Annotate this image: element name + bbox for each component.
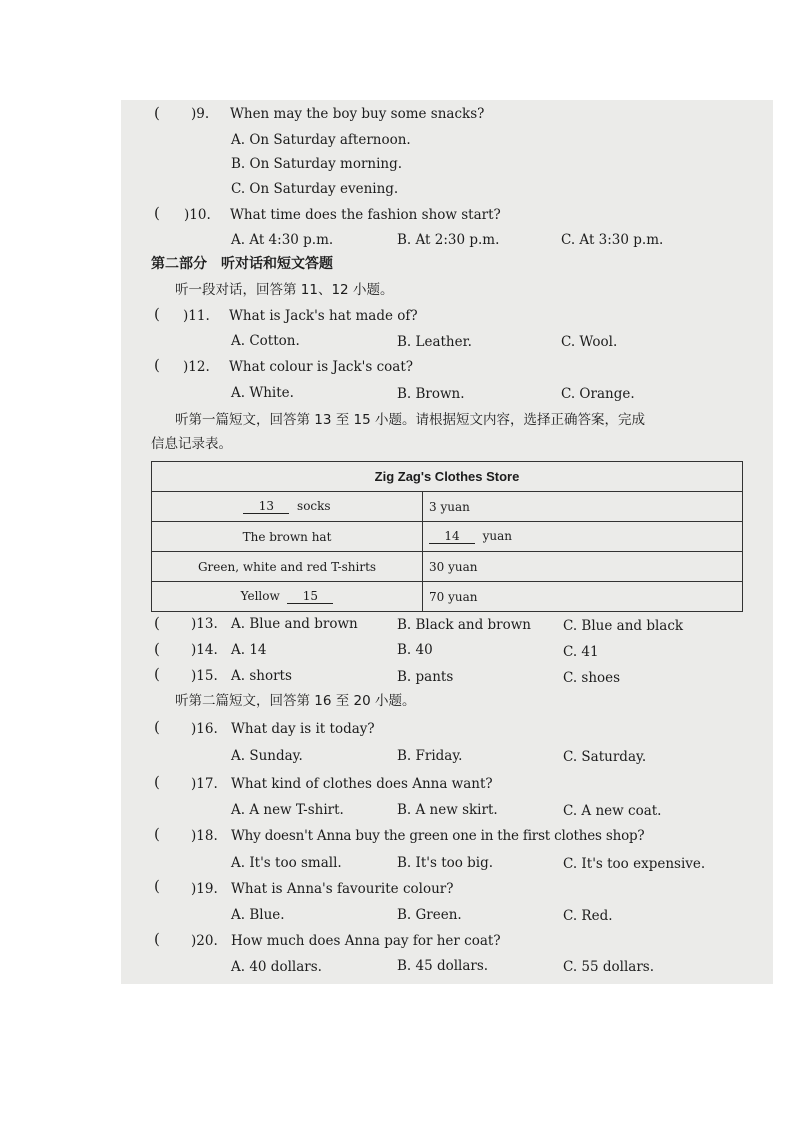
section-heading: 第二部分 听对话和短文答题 — [151, 256, 333, 272]
option: C. 55 dollars. — [563, 959, 655, 975]
answer-bracket: ( — [154, 773, 160, 791]
question-stem: How much does Anna pay for her coat? — [231, 933, 501, 949]
answer-blank[interactable]: 13 — [243, 499, 289, 514]
option: B. On Saturday morning. — [231, 156, 403, 172]
question-stem: What is Anna's favourite colour? — [231, 881, 454, 897]
question-number: )16. — [191, 721, 218, 737]
option: B. Black and brown — [397, 617, 531, 633]
option: B. A new skirt. — [397, 802, 498, 818]
option: B. It's too big. — [397, 855, 494, 871]
question-number: )20. — [191, 933, 218, 949]
price-cell: 70 yuan — [423, 582, 743, 612]
answer-bracket: ( — [154, 665, 160, 683]
question-stem: What colour is Jack's coat? — [229, 359, 413, 375]
table-title: Zig Zag's Clothes Store — [152, 462, 743, 492]
instruction: 信息记录表。 — [151, 436, 232, 452]
answer-bracket: ( — [154, 930, 160, 948]
item-label: Green, white and red T-shirts — [152, 552, 423, 582]
option: A. Blue. — [231, 907, 285, 923]
item-label: The brown hat — [152, 522, 423, 552]
option: B. 45 dollars. — [397, 958, 489, 974]
question-number: )19. — [191, 881, 218, 897]
question-number: )13. — [191, 616, 218, 632]
question-number: )10. — [184, 207, 211, 223]
scanned-exam-page — [121, 100, 773, 984]
question-stem: What is Jack's hat made of? — [229, 308, 418, 324]
answer-bracket: ( — [154, 104, 160, 122]
option: A. Cotton. — [231, 333, 300, 349]
answer-bracket: ( — [154, 877, 160, 895]
price-cell: 30 yuan — [423, 552, 743, 582]
option: A. It's too small. — [231, 855, 342, 871]
option: A. Blue and brown — [231, 616, 358, 632]
option: A. White. — [231, 385, 294, 401]
question-number: )11. — [183, 308, 210, 324]
option: A. 14 — [231, 642, 267, 658]
price-unit: yuan — [482, 529, 513, 543]
option: C. Blue and black — [563, 618, 684, 634]
question-stem: What time does the fashion show start? — [230, 207, 501, 223]
question-number: )12. — [183, 359, 210, 375]
option: B. Brown. — [397, 386, 465, 402]
option: C. Saturday. — [563, 749, 647, 765]
option: C. On Saturday evening. — [231, 181, 399, 197]
option: C. A new coat. — [563, 803, 662, 819]
option: B. At 2:30 p.m. — [397, 232, 500, 248]
option: C. Orange. — [561, 386, 635, 402]
question-stem: What kind of clothes does Anna want? — [231, 776, 493, 792]
option: B. Leather. — [397, 334, 472, 350]
option: A. On Saturday afternoon. — [231, 132, 411, 148]
option: C. Red. — [563, 908, 613, 924]
question-stem: What day is it today? — [231, 721, 375, 737]
answer-bracket: ( — [154, 640, 160, 658]
info-record-table — [151, 461, 743, 612]
option: B. 40 — [397, 642, 433, 658]
option: B. pants — [397, 669, 454, 685]
instruction: 听一段对话，回答第 11、12 小题。 — [175, 282, 394, 298]
option: A. shorts — [231, 668, 292, 684]
table-row — [152, 522, 743, 552]
option: C. At 3:30 p.m. — [561, 232, 664, 248]
table-row — [152, 582, 743, 612]
option: A. Sunday. — [231, 748, 303, 764]
item-label: socks — [297, 499, 331, 513]
price-cell: 3 yuan — [423, 492, 743, 522]
answer-bracket: ( — [154, 614, 160, 632]
answer-bracket: ( — [154, 825, 160, 843]
question-stem: Why doesn't Anna buy the green one in the first clothes shop? — [231, 828, 645, 844]
instruction: 听第二篇短文，回答第 16 至 20 小题。 — [175, 693, 416, 709]
option: B. Friday. — [397, 748, 463, 764]
question-number: )18. — [191, 828, 218, 844]
option: A. At 4:30 p.m. — [231, 232, 334, 248]
option: A. A new T-shirt. — [231, 802, 344, 818]
answer-blank[interactable]: 15 — [287, 589, 333, 604]
answer-bracket: ( — [154, 305, 160, 323]
option: A. 40 dollars. — [231, 959, 322, 975]
instruction: 听第一篇短文，回答第 13 至 15 小题。请根据短文内容，选择正确答案，完成 — [175, 412, 646, 428]
option: B. Green. — [397, 907, 462, 923]
answer-bracket: ( — [154, 204, 160, 222]
question-number: )15. — [191, 668, 218, 684]
answer-bracket: ( — [154, 718, 160, 736]
option: C. shoes — [563, 670, 621, 686]
table-row — [152, 552, 743, 582]
table-row — [152, 492, 743, 522]
question-number: )14. — [191, 642, 218, 658]
item-label: Yellow — [240, 589, 280, 603]
option: C. 41 — [563, 644, 599, 660]
option: C. It's too expensive. — [563, 856, 706, 872]
option: C. Wool. — [561, 334, 618, 350]
question-stem: When may the boy buy some snacks? — [230, 106, 485, 122]
answer-blank[interactable]: 14 — [429, 529, 475, 544]
answer-bracket: ( — [154, 356, 160, 374]
question-number: )17. — [191, 776, 218, 792]
question-number: )9. — [191, 106, 210, 122]
